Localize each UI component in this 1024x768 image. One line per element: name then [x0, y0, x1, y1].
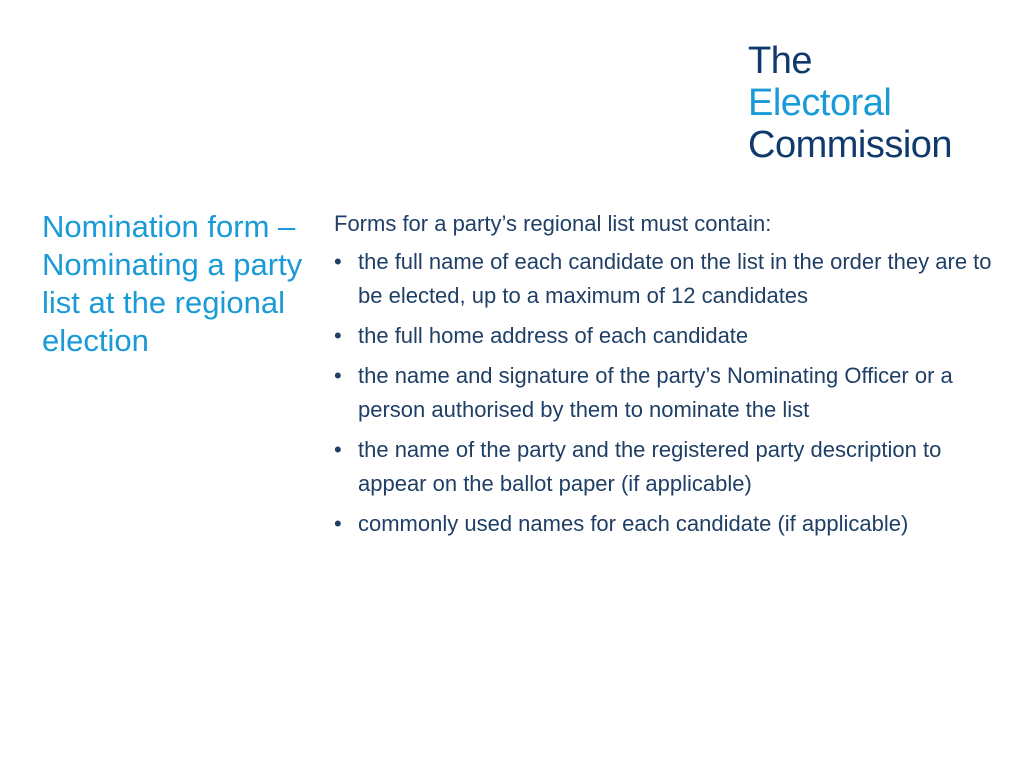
list-item: [334, 319, 994, 353]
list-item-text: the name and signature of the party’s Nominating Officer or a person authorised by them to nominate the list: [358, 363, 953, 422]
logo-line-commission: Commission: [748, 124, 953, 166]
list-item: [334, 359, 994, 427]
slide-title: Nomination form – Nominating a party list at the regional election: [42, 209, 303, 358]
bullet-marker: •: [334, 437, 342, 462]
slide-body: [334, 207, 994, 547]
bullet-marker: •: [334, 323, 342, 348]
list-item: [334, 245, 994, 313]
list-item: [334, 507, 994, 541]
intro-text: Forms for a party’s regional list must contain:: [334, 211, 772, 236]
list-item-text: commonly used names for each candidate (if applicable): [358, 511, 909, 536]
bullet-marker: •: [334, 363, 342, 388]
list-item: [334, 433, 994, 501]
list-item-text: the full home address of each candidate: [358, 323, 749, 348]
electoral-commission-logo: [748, 40, 952, 166]
logo-line-electoral: Electoral: [748, 82, 892, 124]
requirements-list: [334, 245, 994, 541]
bullet-marker: •: [334, 249, 342, 274]
list-item-text: the full name of each candidate on the list in the order they are to be elected, up to a maximum of 12 candidates: [358, 249, 992, 308]
bullet-marker: •: [334, 511, 342, 536]
list-item-text: the name of the party and the registered party description to appear on the ballot paper (if applicable): [358, 437, 942, 496]
logo-line-the: The: [748, 40, 812, 82]
